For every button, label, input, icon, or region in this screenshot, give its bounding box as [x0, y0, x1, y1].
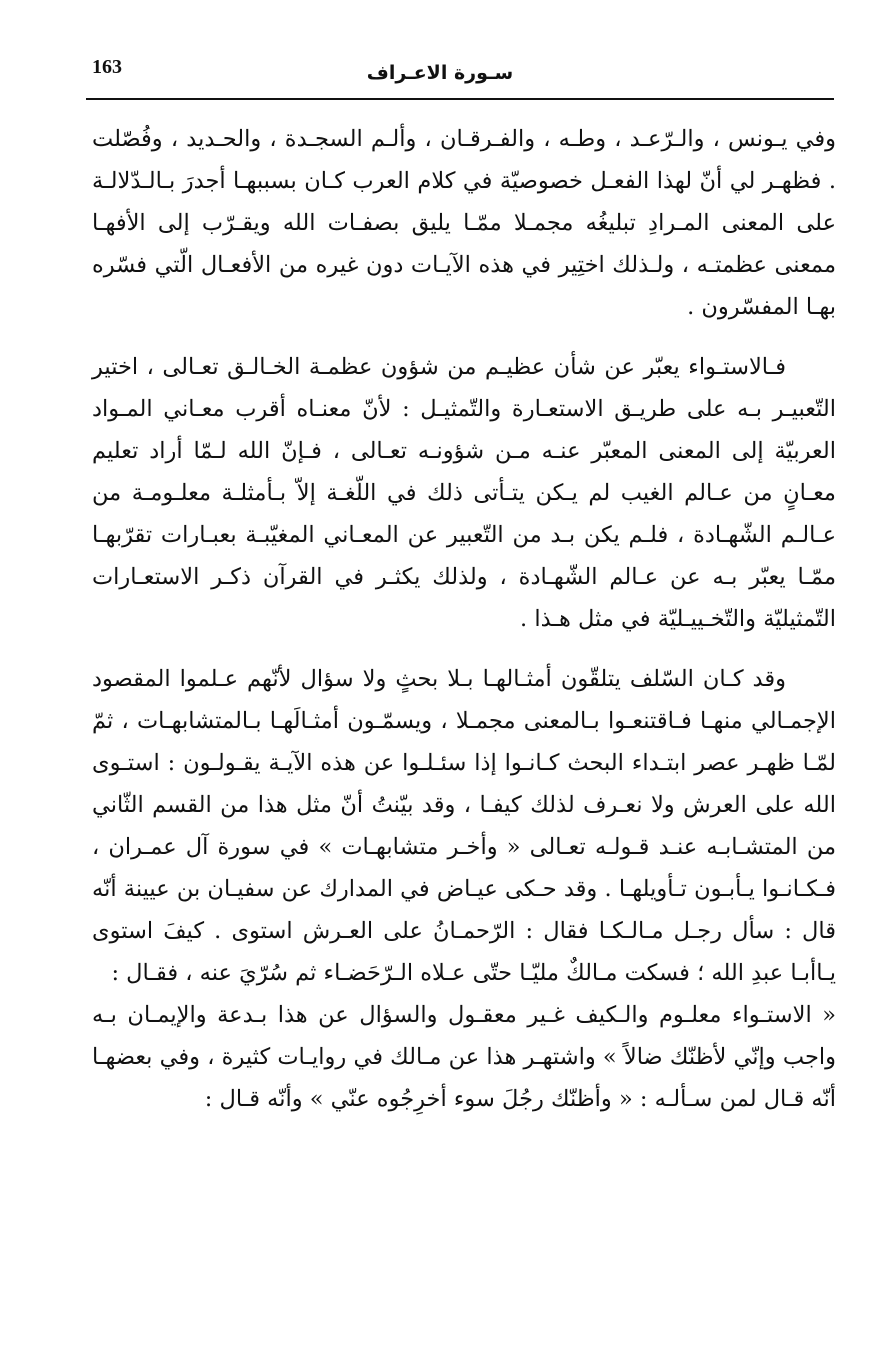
- page-body: [92, 118, 836, 1120]
- paragraph-1: وفي يـونس ، والـرّعـد ، وطـه ، والفـرقـان ، وألـم السجـدة ، والحـديد ، وفُصّلت . فظهـر لي أنّ لهذا الفعـل خصوصيّة في كلام العرب كـان بسببهـا أجدرَ بـالـدّلالـة على المعنى المـرادِ تبليغُه مجمـلا ممّـا يليق بصفـات الله ويقـرّب إلى الأفهـا ممعنى عظمتـه ، ولـذلك اختِير في هذه الآيـات دون غيره من الأفعـال الّتي فسّره بهـا المفسّرون .: [92, 126, 836, 320]
- header-rule: [86, 98, 834, 100]
- page-number: 163: [92, 56, 122, 78]
- paragraph-4: « الاستـواء معلـوم والـكيف غـير معقـول والسؤال عن هذا بـدعة والإيمـان بـه واجب وإنّي لأظنّك ضالاً » واشتهـر هذا عن مـالك في روايـات كثيرة ، وفي بعضهـا أنّه قـال لمن سـألـه : « وأظنّك رجُلَ سوء أخرِجُوه عنّي » وأنّه قـال :: [92, 1002, 836, 1112]
- running-header-title: سـورة الاعـراف: [366, 62, 514, 84]
- paragraph-3: وقد كـان السّلف يتلقّون أمثـالهـا بـلا بحثٍ ولا سؤال لأنّهم عـلموا المقصود الإجمـالي منهـا فـاقتنعـوا بـالمعنى مجمـلا ، ويسمّـون أمثـالَهـا بـالمتشابهـات ، ثمّ لمّـا ظهـر عصر ابتـداء البحث كـانـوا إذا سئـلـوا عن هذه الآيـة يقـولـون : استـوى الله على العرش ولا نعـرف لذلك كيفـا ، وقد بيّنتُ أنّ مثل هذا من القسم الثّاني من المتشـابـه عنـد قـولـه تعـالى « وأخـر متشابهـات » في سورة آل عمـران ، فـكـانـوا يـأبـون تـأويلهـا . وقد حـكى عيـاض في المدارك عن سفيـان بن عيينة أنّه قال : سأل رجـل مـالـكـا فقال : الرّحمـانُ على العـرش استوى . كيفَ استوى يـاأبـا عبدِ الله ؛ فسكت مـالكٌ مليّـا حتّى عـلاه الـرّحَضـاء ثم سُرّيَ عنه ، فقـال :: [92, 666, 836, 986]
- paragraph-2: فـالاستـواء يعبّر عن شأن عظيـم من شؤون عظمـة الخـالـق تعـالى ، اختير التّعبيـر بـه على طريـق الاستعـارة والتّمثيـل : لأنّ معنـاه أقرب معـاني المـواد العربيّة إلى المعنى المعبّر عنـه مـن شؤونـه تعـالى ، فـإنّ الله لـمّا أراد تعليم معـانٍ من عـالم الغيب لم يـكن يتـأتى ذلك في اللّغـة إلاّ بـأمثلـة معلـومـة من عـالـم الشّهـادة ، فلـم يكن بـد من التّعبير عن المعـاني المغيّبـة بعبـارات تقرّبهـا ممّـا يعبّر بـه عن عـالم الشّهـادة ، ولذلك يكثـر في القرآن ذكـر الاستعـارات التّمثيليّة والتّخـييـليّة في مثل هـذا .: [92, 354, 836, 632]
